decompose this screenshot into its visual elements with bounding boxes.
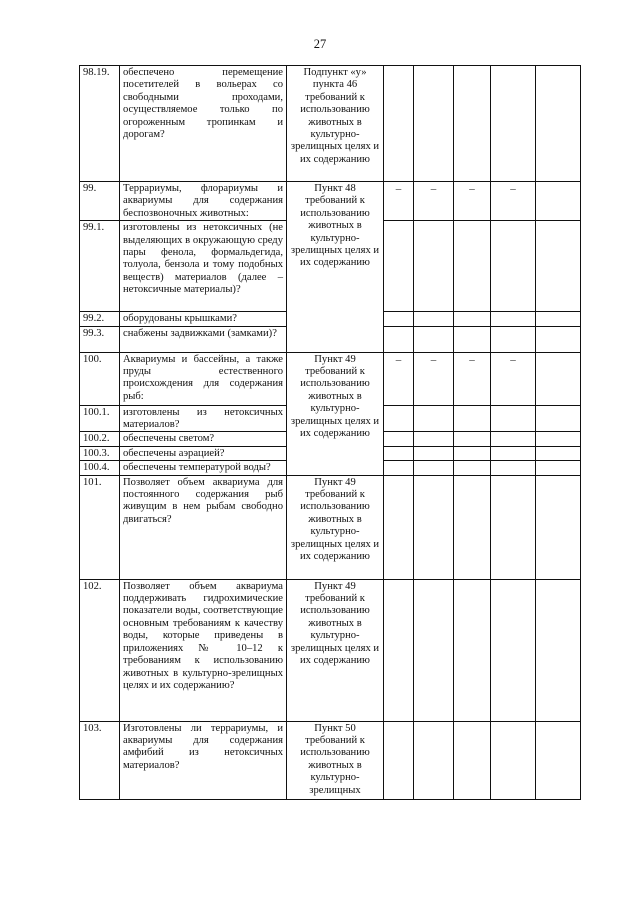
item-number: 100.3.: [80, 446, 120, 460]
answer-no-cell[interactable]: [414, 405, 454, 432]
item-question: изготовлены из нетоксичных материалов?: [120, 405, 287, 432]
answer-na-cell[interactable]: [454, 312, 491, 326]
answer-no-cell[interactable]: [414, 446, 454, 460]
answer-extra-cell[interactable]: [536, 221, 581, 312]
item-question: оборудованы крышками?: [120, 312, 287, 326]
answer-extra-cell[interactable]: [536, 579, 581, 721]
table-row: [80, 352, 581, 405]
item-number: 99.1.: [80, 221, 120, 312]
answer-na-cell[interactable]: –: [454, 182, 491, 221]
answer-no-cell[interactable]: [414, 721, 454, 799]
item-number: 103.: [80, 721, 120, 799]
item-number: 100.4.: [80, 461, 120, 475]
table-row: [80, 579, 581, 721]
answer-no-cell[interactable]: [414, 579, 454, 721]
answer-yes-cell[interactable]: [384, 326, 414, 352]
answer-na-cell[interactable]: [454, 221, 491, 312]
item-reference: Пункт 50 требований к использованию животных в культурно-зрелищных: [287, 721, 384, 799]
answer-no-cell[interactable]: [414, 461, 454, 475]
answer-yes-cell[interactable]: [384, 579, 414, 721]
item-number: 99.2.: [80, 312, 120, 326]
answer-yes-cell[interactable]: [384, 432, 414, 446]
answer-na-cell[interactable]: [454, 66, 491, 182]
item-number: 100.2.: [80, 432, 120, 446]
answer-yes-cell[interactable]: [384, 461, 414, 475]
answer-yes-cell[interactable]: [384, 66, 414, 182]
answer-note-cell[interactable]: [491, 579, 536, 721]
table-row: [80, 66, 581, 182]
answer-yes-cell[interactable]: [384, 475, 414, 579]
answer-na-cell[interactable]: [454, 475, 491, 579]
answer-yes-cell[interactable]: –: [384, 182, 414, 221]
item-reference: Пункт 48 требований к использованию животных в культурно-зрелищных целях и их содержанию: [287, 182, 384, 353]
item-number: 99.3.: [80, 326, 120, 352]
answer-na-cell[interactable]: [454, 446, 491, 460]
table-row: [80, 182, 581, 221]
table-row: [80, 721, 581, 799]
answer-no-cell[interactable]: [414, 66, 454, 182]
answer-extra-cell[interactable]: [536, 461, 581, 475]
item-number: 102.: [80, 579, 120, 721]
answer-extra-cell[interactable]: [536, 326, 581, 352]
answer-note-cell[interactable]: [491, 66, 536, 182]
item-question: снабжены задвижками (замками)?: [120, 326, 287, 352]
answer-extra-cell[interactable]: [536, 446, 581, 460]
item-question: обеспечено перемещение посетителей в вольерах со свободными проходами, осуществляемое только по огороженным тропинкам и дорогам?: [120, 66, 287, 182]
item-number: 99.: [80, 182, 120, 221]
answer-yes-cell[interactable]: [384, 221, 414, 312]
item-question: обеспечены светом?: [120, 432, 287, 446]
table-row: [80, 475, 581, 579]
answer-no-cell[interactable]: –: [414, 352, 454, 405]
answer-na-cell[interactable]: [454, 432, 491, 446]
item-number: 98.19.: [80, 66, 120, 182]
answer-no-cell[interactable]: –: [414, 182, 454, 221]
answer-note-cell[interactable]: [491, 461, 536, 475]
answer-note-cell[interactable]: [491, 405, 536, 432]
answer-note-cell[interactable]: [491, 312, 536, 326]
answer-note-cell[interactable]: [491, 475, 536, 579]
answer-yes-cell[interactable]: –: [384, 352, 414, 405]
page-number: 27: [313, 37, 327, 51]
answer-no-cell[interactable]: [414, 432, 454, 446]
item-question: Позволяет объем аквариума для постоянного содержания рыб живущим в нем рыбам свободно двигаться?: [120, 475, 287, 579]
answer-yes-cell[interactable]: [384, 446, 414, 460]
answer-note-cell[interactable]: [491, 446, 536, 460]
item-question: Аквариумы и бассейны, а также пруды естественного происхождения для содержания рыб:: [120, 352, 287, 405]
item-number: 100.1.: [80, 405, 120, 432]
item-question: Террариумы, флорариумы и аквариумы для содержания беспозвоночных животных:: [120, 182, 287, 221]
item-question: Изготовлены ли террариумы, и аквариумы для содержания амфибий из нетоксичных материалов?: [120, 721, 287, 799]
answer-extra-cell[interactable]: [536, 432, 581, 446]
item-question: обеспечены аэрацией?: [120, 446, 287, 460]
answer-yes-cell[interactable]: [384, 721, 414, 799]
item-number: 101.: [80, 475, 120, 579]
answer-na-cell[interactable]: [454, 326, 491, 352]
answer-na-cell[interactable]: [454, 405, 491, 432]
answer-extra-cell[interactable]: [536, 66, 581, 182]
answer-note-cell[interactable]: –: [491, 182, 536, 221]
item-number: 100.: [80, 352, 120, 405]
answer-note-cell[interactable]: –: [491, 352, 536, 405]
answer-na-cell[interactable]: –: [454, 352, 491, 405]
item-reference: Подпункт «у» пункта 46 требований к использованию животных в культурно-зрелищных целях и их содержанию: [287, 66, 384, 182]
answer-extra-cell[interactable]: [536, 352, 581, 405]
answer-note-cell[interactable]: [491, 432, 536, 446]
answer-note-cell[interactable]: [491, 221, 536, 312]
answer-extra-cell[interactable]: [536, 182, 581, 221]
answer-yes-cell[interactable]: [384, 405, 414, 432]
answer-no-cell[interactable]: [414, 312, 454, 326]
answer-na-cell[interactable]: [454, 579, 491, 721]
item-question: изготовлены из нетоксичных (не выделяющих в окружающую среду пары фенола, формальдегида, толуола, бензола и тому подобных веществ) материалов (далее – нетоксичные материалы)?: [120, 221, 287, 312]
answer-no-cell[interactable]: [414, 221, 454, 312]
answer-no-cell[interactable]: [414, 475, 454, 579]
answer-yes-cell[interactable]: [384, 312, 414, 326]
item-question: обеспечены температурой воды?: [120, 461, 287, 475]
answer-extra-cell[interactable]: [536, 475, 581, 579]
answer-na-cell[interactable]: [454, 721, 491, 799]
answer-note-cell[interactable]: [491, 326, 536, 352]
answer-no-cell[interactable]: [414, 326, 454, 352]
answer-note-cell[interactable]: [491, 721, 536, 799]
item-reference: Пункт 49 требований к использованию животных в культурно-зрелищных целях и их содержанию: [287, 579, 384, 721]
item-question: Позволяет объем аквариума поддерживать гидрохимические показатели воды, соответствующие основным требованиям к качеству воды, которые приведены в приложениях № 10–12 к требованиям к использованию животных в культурно-зрелищных целях и их содержанию?: [120, 579, 287, 721]
answer-na-cell[interactable]: [454, 461, 491, 475]
item-reference: Пункт 49 требований к использованию животных в культурно-зрелищных целях и их содержанию: [287, 352, 384, 475]
checklist-table: [79, 65, 581, 800]
answer-extra-cell[interactable]: [536, 721, 581, 799]
item-reference: Пункт 49 требований к использованию животных в культурно-зрелищных целях и их содержанию: [287, 475, 384, 579]
answer-extra-cell[interactable]: [536, 312, 581, 326]
answer-extra-cell[interactable]: [536, 405, 581, 432]
